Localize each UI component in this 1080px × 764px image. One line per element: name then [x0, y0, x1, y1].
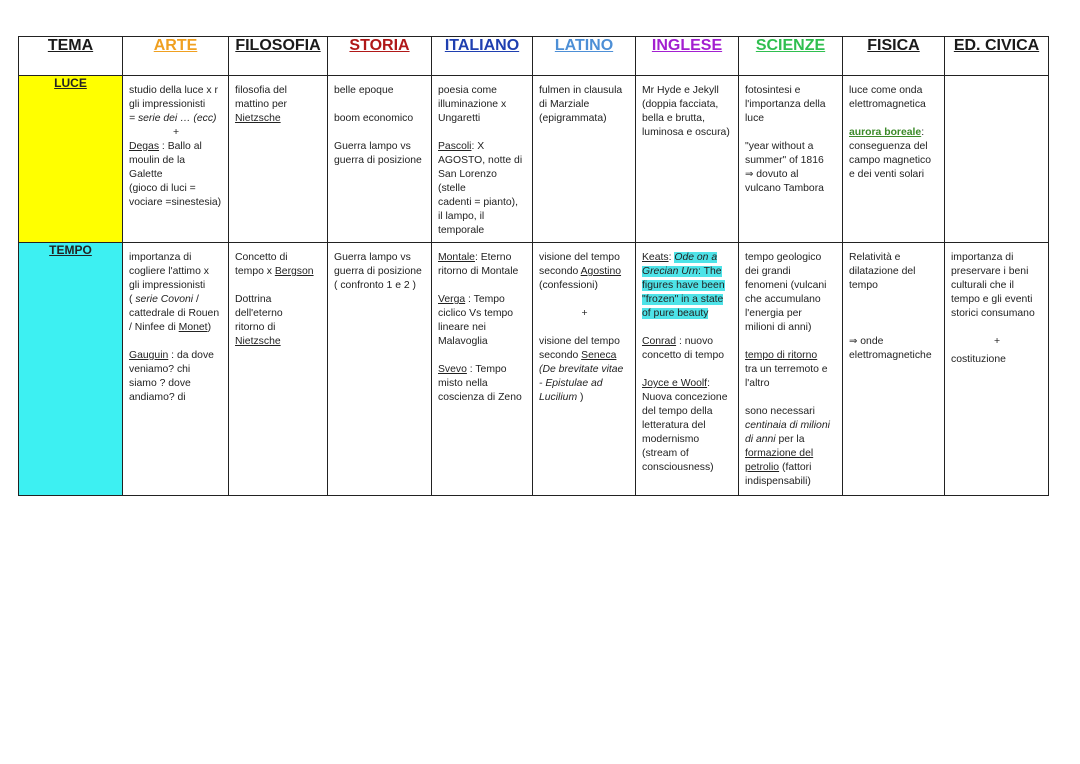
cell-text: andiamo? di — [129, 392, 186, 403]
cell-text: Montale — [438, 252, 475, 263]
cell-text: Mr Hyde e Jekyll — [642, 85, 719, 96]
header-inglese: INGLESE — [636, 37, 739, 76]
cell-text: + — [993, 336, 1001, 347]
cell-tempo-latino — [533, 243, 636, 496]
cell-text: aurora boreale — [849, 127, 922, 138]
cell-text: veniamo? chi — [129, 364, 191, 375]
theme-cell-luce — [19, 76, 123, 243]
cell-text: Monet — [178, 322, 208, 333]
cell-text: (fattori — [779, 462, 812, 473]
cell-text: coscienza di Zeno — [438, 392, 522, 403]
cell-text: vulcano Tambora — [745, 183, 824, 194]
cell-text: : Tempo — [465, 294, 505, 305]
subject-table — [18, 36, 1049, 496]
cell-text: centinaia di milioni — [745, 420, 830, 431]
cell-text: (confessioni) — [539, 280, 598, 291]
cell-text: Gauguin — [129, 350, 169, 361]
cell-text: Ode on a — [674, 252, 718, 263]
implies-arrow-icon: ⇒ — [745, 169, 754, 180]
cell-text: Grecian Urn — [642, 266, 699, 277]
cell-luce-inglese — [636, 76, 739, 243]
cell-text: culturali che il — [951, 280, 1014, 291]
cell-tempo-scienze — [739, 243, 843, 496]
cell-text: summer" of 1816 — [745, 155, 824, 166]
cell-text: elettromagnetiche — [849, 350, 932, 361]
cell-text: preservare i beni — [951, 266, 1029, 277]
cell-text: dilatazione del — [849, 266, 916, 277]
cell-text: Joyce e Woolf — [642, 378, 708, 389]
theme-label-luce: LUCE — [54, 76, 87, 90]
cell-text: (doppia facciata, — [642, 99, 719, 110]
header-italiano: ITALIANO — [432, 37, 533, 76]
cell-tempo-inglese — [636, 243, 739, 496]
cell-text: l'importanza della — [745, 99, 826, 110]
cell-text: ritorno di Montale — [438, 266, 519, 277]
cell-text: poesia come — [438, 85, 497, 96]
cell-text: campo magnetico — [849, 155, 932, 166]
cell-text: : da dove — [168, 350, 214, 361]
cell-text: tempo x — [235, 266, 275, 277]
cell-text: tempo — [849, 280, 878, 291]
cell-text: mattino per — [235, 99, 287, 110]
cell-text: Relatività e — [849, 252, 901, 263]
cell-tempo-italiano — [432, 243, 533, 496]
cell-text: storici consumano — [951, 308, 1035, 319]
cell-tempo-filosofia — [229, 243, 328, 496]
cell-luce-storia — [328, 76, 432, 243]
cell-text: / Ninfee di — [129, 322, 179, 333]
cell-text: tempo geologico — [745, 252, 822, 263]
cell-text: San Lorenzo (stelle — [438, 169, 497, 194]
cell-text: di anni — [745, 434, 776, 445]
cell-tempo-fisica — [843, 243, 945, 496]
cell-text: ) — [577, 392, 584, 403]
cell-text: Galette — [129, 169, 163, 180]
cell-text: Nietzsche — [235, 336, 281, 347]
cell-tempo-civica — [945, 243, 1049, 496]
cell-text: l'energia per — [745, 308, 802, 319]
cell-text: del tempo della — [642, 406, 713, 417]
cell-text: (stream of — [642, 448, 689, 459]
cell-text: : nuovo — [676, 336, 714, 347]
cell-text: moulin de la — [129, 155, 186, 166]
cell-text: ciclico Vs tempo — [438, 308, 514, 319]
cell-text: : Tempo — [466, 364, 507, 375]
header-ed-civica: ED. CIVICA — [945, 37, 1049, 76]
cell-luce-civica — [945, 76, 1049, 243]
cell-luce-italiano — [432, 76, 533, 243]
cell-text: Malavoglia — [438, 336, 488, 347]
cell-text: "year without a — [745, 141, 814, 152]
cell-text: ) — [207, 322, 212, 333]
cell-text: fotosintesi e — [745, 85, 801, 96]
cell-text: cattedrale di Rouen — [129, 308, 220, 319]
theme-cell-tempo — [19, 243, 123, 496]
theme-label-tempo: TEMPO — [49, 243, 92, 257]
cell-text: Nietzsche — [235, 113, 281, 124]
cell-text: serie Covoni — [135, 294, 194, 305]
cell-text: : Ballo al — [159, 141, 202, 152]
cell-text: : Eterno — [474, 252, 512, 263]
cell-text: guerra di posizione — [334, 155, 422, 166]
header-scienze: SCIENZE — [739, 37, 843, 76]
cell-text: luce — [745, 113, 765, 124]
cell-text: : — [668, 252, 675, 263]
cell-text: e dei venti solari — [849, 169, 925, 180]
header-arte: ARTE — [123, 37, 229, 76]
cell-text: tempo di ritorno — [745, 350, 818, 361]
cell-text: visione del tempo — [539, 252, 620, 263]
cell-text: ( — [129, 294, 136, 305]
cell-text: AGOSTO, notte di — [438, 155, 523, 166]
cell-text: Verga — [438, 294, 466, 305]
cell-text: secondo — [539, 266, 581, 277]
cell-text: boom economico — [334, 113, 414, 124]
cell-text: temporale — [438, 225, 485, 236]
cell-text: : The — [698, 266, 722, 277]
cell-luce-arte — [123, 76, 229, 243]
cell-text: - Epistulae ad — [539, 378, 603, 389]
cell-text: per la — [775, 434, 805, 445]
cell-text: letteratura del — [642, 420, 706, 431]
cell-text: (gioco di luci = — [129, 183, 196, 194]
cell-text: il lampo, il — [438, 211, 485, 222]
cell-text: visione del tempo — [539, 336, 620, 347]
header-fisica: FISICA — [843, 37, 945, 76]
cell-text: consciousness) — [642, 462, 714, 473]
cell-luce-latino — [533, 76, 636, 243]
cell-text: Conrad — [642, 336, 677, 347]
cell-text: tempo e gli eventi — [951, 294, 1033, 305]
cell-text: Bergson — [274, 266, 314, 277]
cell-luce-filosofia — [229, 76, 328, 243]
cell-luce-scienze — [739, 76, 843, 243]
cell-text: belle epoque — [334, 85, 394, 96]
cell-text: petrolio — [745, 462, 780, 473]
cell-text: Concetto di — [235, 252, 288, 263]
cell-text: costituzione — [951, 354, 1006, 365]
cell-text: che accumulano — [745, 294, 821, 305]
cell-text: gli impressionisti — [129, 99, 206, 110]
cell-text: fulmen in clausula — [539, 85, 623, 96]
cell-text: siamo ? dove — [129, 378, 191, 389]
cell-text: luminosa e oscura) — [642, 127, 730, 138]
cell-text: + — [172, 127, 180, 138]
cell-text: = serie dei … (ecc) — [129, 113, 217, 124]
cell-text: luce come onda — [849, 85, 923, 96]
cell-text: Seneca — [581, 350, 617, 361]
cell-text: filosofia del — [235, 85, 287, 96]
cell-text: + — [581, 308, 588, 319]
cell-luce-fisica — [843, 76, 945, 243]
cell-text: fenomeni (vulcani — [745, 280, 827, 291]
cell-text: : — [707, 378, 710, 389]
cell-text: Keats — [642, 252, 669, 263]
cell-text: Svevo — [438, 364, 467, 375]
cell-text: : X — [471, 141, 485, 152]
cell-text: cadenti = pianto), — [438, 197, 519, 208]
cell-text: dovuto al — [753, 169, 799, 180]
cell-text: figures have been — [642, 280, 725, 291]
header-row — [19, 37, 1049, 76]
cell-text: conseguenza del — [849, 141, 928, 152]
cell-text: gli impressionisti — [129, 280, 206, 291]
cell-text: Guerra lampo vs — [334, 141, 411, 152]
cell-text: studio della luce x r — [129, 85, 218, 96]
cell-text: indispensabili) — [745, 476, 811, 487]
cell-text: concetto di tempo — [642, 350, 725, 361]
cell-text: Ungaretti — [438, 113, 481, 124]
cell-text: milioni di anni) — [745, 322, 812, 333]
cell-text: bella e brutta, — [642, 113, 705, 124]
cell-text: vociare =sinestesia) — [129, 197, 222, 208]
cell-text: guerra di posizione — [334, 266, 422, 277]
cell-text: tra un terremoto e — [745, 364, 828, 375]
cell-text: / — [193, 294, 199, 305]
header-storia: STORIA — [328, 37, 432, 76]
cell-text: Dottrina — [235, 294, 272, 305]
cell-text: di Marziale — [539, 99, 590, 110]
cell-tempo-storia — [328, 243, 432, 496]
cell-text: lineare nei — [438, 322, 486, 333]
cell-text: onde — [857, 336, 884, 347]
cell-text: Agostino — [580, 266, 622, 277]
cell-text: (epigrammata) — [539, 113, 607, 124]
header-latino: LATINO — [533, 37, 636, 76]
row-luce — [19, 76, 1049, 243]
cell-tempo-arte — [123, 243, 229, 496]
implies-arrow-icon: ⇒ — [849, 336, 858, 347]
cell-text: ( confronto 1 e 2 ) — [334, 280, 417, 291]
row-tempo — [19, 243, 1049, 496]
cell-text: ritorno di — [235, 322, 276, 333]
cell-text: illuminazione x — [438, 99, 507, 110]
cell-text: Guerra lampo vs — [334, 252, 411, 263]
cell-text: importanza di — [951, 252, 1014, 263]
cell-text: modernismo — [642, 434, 700, 445]
cell-text: of pure beauty — [642, 308, 709, 319]
cell-text: (De brevitate vitae — [539, 364, 624, 375]
cell-text: Lucilium — [539, 392, 578, 403]
cell-text: "frozen" in a state — [642, 294, 724, 305]
header-tema: TEMA — [19, 37, 123, 76]
cell-text: dei grandi — [745, 266, 791, 277]
cell-text: Pascoli — [438, 141, 472, 152]
cell-text: : — [921, 127, 925, 138]
cell-text: secondo — [539, 350, 582, 361]
cell-text: importanza di — [129, 252, 192, 263]
cell-text: Degas — [129, 141, 160, 152]
cell-text: misto nella — [438, 378, 488, 389]
cell-text: l'altro — [745, 378, 770, 389]
cell-text: dell'eterno — [235, 308, 283, 319]
cell-text: Nuova concezione — [642, 392, 728, 403]
header-filosofia: FILOSOFIA — [229, 37, 328, 76]
cell-text: formazione del — [745, 448, 814, 459]
cell-text: elettromagnetica — [849, 99, 926, 110]
cell-text: cogliere l'attimo x — [129, 266, 209, 277]
cell-text: sono necessari — [745, 406, 815, 417]
